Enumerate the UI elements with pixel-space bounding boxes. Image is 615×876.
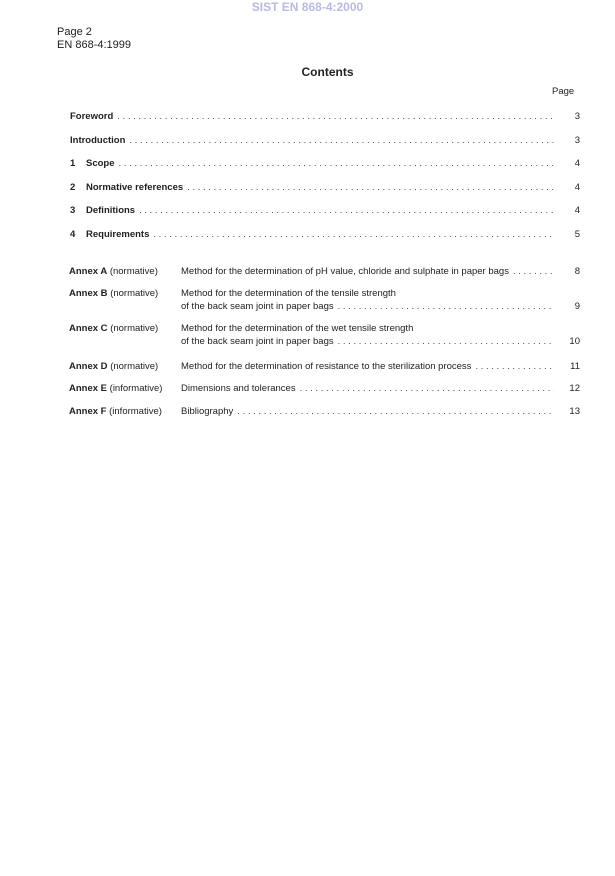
- toc-annex-heading: [69, 323, 580, 334]
- toc-entry[interactable]: [70, 205, 580, 216]
- section-title: Scope: [86, 158, 115, 169]
- annex-label: Annex D: [69, 361, 108, 372]
- annex-title: Dimensions and tolerances: [181, 383, 296, 394]
- page-number: 11: [570, 361, 580, 372]
- section-number: 3: [70, 205, 76, 216]
- dot-leader: [475, 361, 554, 372]
- toc-entry[interactable]: [69, 383, 580, 394]
- section-number: 4: [70, 229, 76, 240]
- page-number: 9: [574, 301, 580, 312]
- section-title: Introduction: [70, 135, 126, 146]
- annex-title: Method for the determination of pH value, chloride and sulphate in paper bags: [181, 266, 509, 277]
- page-number: 10: [569, 336, 580, 347]
- page-number: 3: [574, 135, 580, 146]
- dot-leader: [129, 135, 554, 146]
- section-title: Requirements: [86, 229, 150, 240]
- annex-title: Method for the determination of the tensile strength: [181, 288, 396, 299]
- section-title: Foreword: [70, 111, 114, 122]
- annex-label: Annex A: [69, 266, 108, 277]
- annex-title: Bibliography: [181, 406, 234, 417]
- toc-entry[interactable]: [181, 336, 580, 347]
- annex-type: (informative): [109, 406, 162, 417]
- annex-type: (normative): [110, 361, 159, 372]
- page-number: 4: [574, 182, 580, 193]
- annex-title-continued: of the back seam joint in paper bags: [181, 336, 334, 347]
- page-number: 12: [569, 383, 580, 394]
- page-number: 3: [574, 111, 580, 122]
- toc-entry[interactable]: [70, 158, 580, 169]
- toc-entry[interactable]: [70, 135, 580, 146]
- annex-title: Method for the determination of resistance to the sterilization process: [181, 361, 472, 372]
- toc-annex-heading: [69, 288, 580, 299]
- annex-type: (normative): [110, 323, 159, 334]
- dot-leader: [139, 205, 554, 216]
- page-number: 4: [574, 158, 580, 169]
- dot-leader: [153, 229, 554, 240]
- section-number: 2: [70, 182, 76, 193]
- annex-label: Annex B: [69, 288, 108, 299]
- dot-leader: [338, 336, 554, 347]
- annex-label: Annex E: [69, 383, 108, 394]
- annex-title-continued: of the back seam joint in paper bags: [181, 301, 334, 312]
- annex-type: (normative): [109, 266, 158, 277]
- standard-number-header: EN 868-4:1999: [57, 39, 131, 51]
- toc-entry[interactable]: [70, 182, 580, 193]
- annex-label: Annex C: [69, 323, 108, 334]
- dot-leader: [338, 301, 554, 312]
- dot-leader: [513, 266, 554, 277]
- dot-leader: [117, 111, 554, 122]
- section-number: 1: [70, 158, 76, 169]
- page-number: 5: [574, 229, 580, 240]
- page-number: 8: [574, 266, 580, 277]
- toc-entry[interactable]: [69, 406, 580, 417]
- toc-entry[interactable]: [69, 266, 580, 277]
- annex-label: Annex F: [69, 406, 107, 417]
- dot-leader: [300, 383, 554, 394]
- page-column-label: Page: [552, 86, 575, 97]
- toc-entry[interactable]: [70, 111, 580, 122]
- page-number: 4: [574, 205, 580, 216]
- page-number-header: Page 2: [57, 26, 92, 38]
- dot-leader: [187, 182, 554, 193]
- dot-leader: [237, 406, 554, 417]
- annex-type: (informative): [109, 383, 163, 394]
- watermark: SIST EN 868-4:2000: [251, 0, 364, 14]
- annex-title: Method for the determination of the wet tensile strength: [181, 323, 414, 334]
- page-number: 13: [569, 406, 580, 417]
- toc-entry[interactable]: [69, 361, 580, 372]
- section-title: Definitions: [86, 205, 136, 216]
- annex-type: (normative): [110, 288, 159, 299]
- dot-leader: [119, 158, 554, 169]
- toc-entry[interactable]: [70, 229, 580, 240]
- toc-entry[interactable]: [181, 301, 580, 312]
- section-title: Normative references: [86, 182, 184, 193]
- contents-title: Contents: [301, 65, 354, 79]
